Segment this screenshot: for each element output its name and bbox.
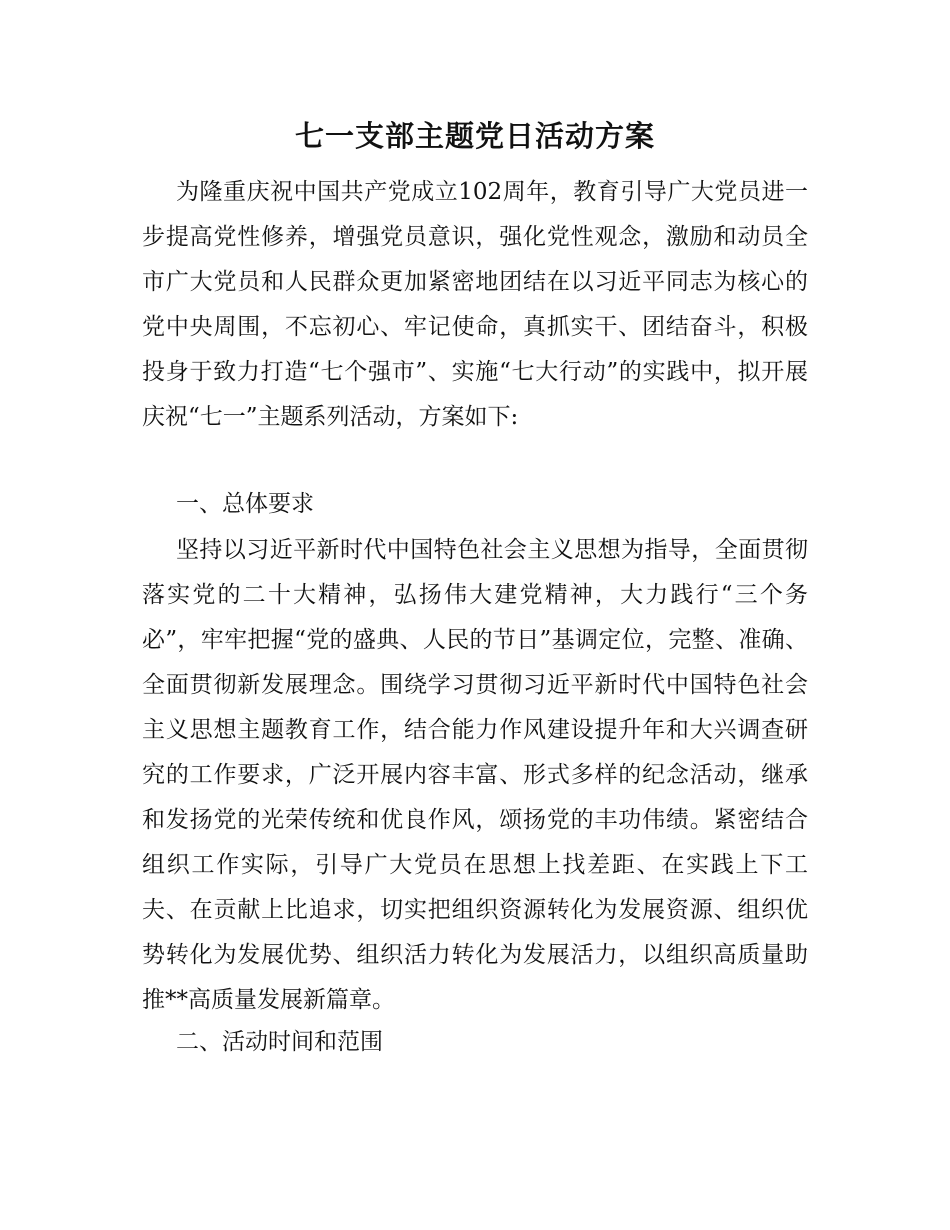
section-heading-time-and-scope: 二、活动时间和范围: [176, 1029, 383, 1055]
intro-paragraph: 为隆重庆祝中国共产党成立102周年，教育引导广大党员进一步提高党性修养，增强党员意识，强化党性观念，激励和动员全市广大党员和人民群众更加紧密地团结在以习近平同志为核心的党中央周围，不忘初心、牢记使命，真抓实干、团结奋斗，积极投身于致力打造“七个强市”、实施“七大行动”的实践中，拟开展庆祝“七一”主题系列活动，方案如下:: [142, 179, 808, 430]
section-heading-general-requirements: 一、总体要求: [176, 491, 314, 517]
document-title: 七一支部主题党日活动方案: [294, 119, 655, 153]
section-body-general-requirements: 坚持以习近平新时代中国特色社会主义思想为指导，全面贯彻落实党的二十大精神，弘扬伟大建党精神，大力践行“三个务必”，牢牢把握“党的盛典、人民的节日”基调定位，完整、准确、全面贯彻新发展理念。围绕学习贯彻习近平新时代中国特色社会主义思想主题教育工作，结合能力作风建设提升年和大兴调查研究的工作要求，广泛开展内容丰富、形式多样的纪念活动，继承和发扬党的光荣传统和优良作风，颂扬党的丰功伟绩。紧密结合组织工作实际，引导广大党员在思想上找差距、在实践上下工夫、在贡献上比追求，切实把组织资源转化为发展资源、组织优势转化为发展优势、组织活力转化为发展活力，以组织高质量助推**高质量发展新篇章。: [142, 537, 808, 1013]
